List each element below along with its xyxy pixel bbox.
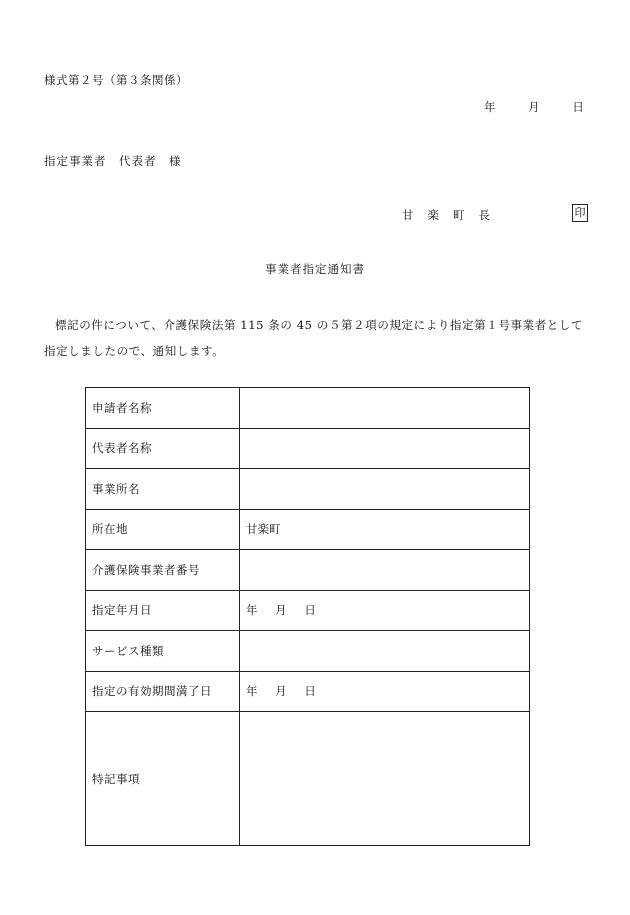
representative-name-field[interactable]	[240, 428, 530, 469]
service-type-field[interactable]	[240, 631, 530, 672]
table-row	[86, 469, 530, 510]
applicant-name-field[interactable]	[240, 388, 530, 429]
issue-date-year: 年	[484, 100, 496, 114]
info-table	[85, 387, 530, 846]
seal-mark: 印	[572, 204, 588, 222]
table-row	[86, 428, 530, 469]
provider-number-field[interactable]	[240, 550, 530, 591]
designation-date-year: 年	[246, 603, 258, 618]
designation-date-day: 日	[304, 603, 316, 618]
office-name-label: 事業所名	[86, 469, 240, 510]
representative-name-label: 代表者名称	[86, 428, 240, 469]
table-row	[86, 509, 530, 550]
address-field[interactable]: 甘楽町	[240, 509, 530, 550]
issue-date-day: 日	[572, 100, 584, 114]
expiry-date-label: 指定の有効期間満了日	[86, 671, 240, 712]
table-row	[86, 671, 530, 712]
sender	[402, 207, 504, 223]
body-text: 標記の件について、介護保険法第 115 条の 45 の５第２項の規定により指定第１号事業者として指定しましたので、通知します。	[44, 318, 584, 358]
applicant-name-label: 申請者名称	[86, 388, 240, 429]
recipient: 指定事業者 代表者 様	[44, 154, 182, 168]
expiry-date-month: 月	[275, 684, 287, 699]
table-row	[86, 712, 530, 846]
special-notes-field[interactable]	[240, 712, 530, 846]
table-row	[86, 550, 530, 591]
table-row	[86, 388, 530, 429]
designation-date-field[interactable]	[240, 590, 530, 631]
expiry-date-field[interactable]	[240, 671, 530, 712]
designation-date-label: 指定年月日	[86, 590, 240, 631]
expiry-date-day: 日	[304, 684, 316, 699]
document-title: 事業者指定通知書	[265, 262, 365, 276]
special-notes-label: 特記事項	[86, 712, 240, 846]
table-row	[86, 631, 530, 672]
sender-name: 甘楽町長	[402, 208, 504, 222]
expiry-date-year: 年	[246, 684, 258, 699]
designation-date-month: 月	[275, 603, 287, 618]
service-type-label: サービス種類	[86, 631, 240, 672]
table-row	[86, 590, 530, 631]
address-label: 所在地	[86, 509, 240, 550]
form-number: 様式第２号（第３条関係）	[44, 73, 188, 87]
office-name-field[interactable]	[240, 469, 530, 510]
provider-number-label: 介護保険事業者番号	[86, 550, 240, 591]
issue-date-month: 月	[528, 100, 540, 114]
issue-date	[484, 99, 584, 115]
